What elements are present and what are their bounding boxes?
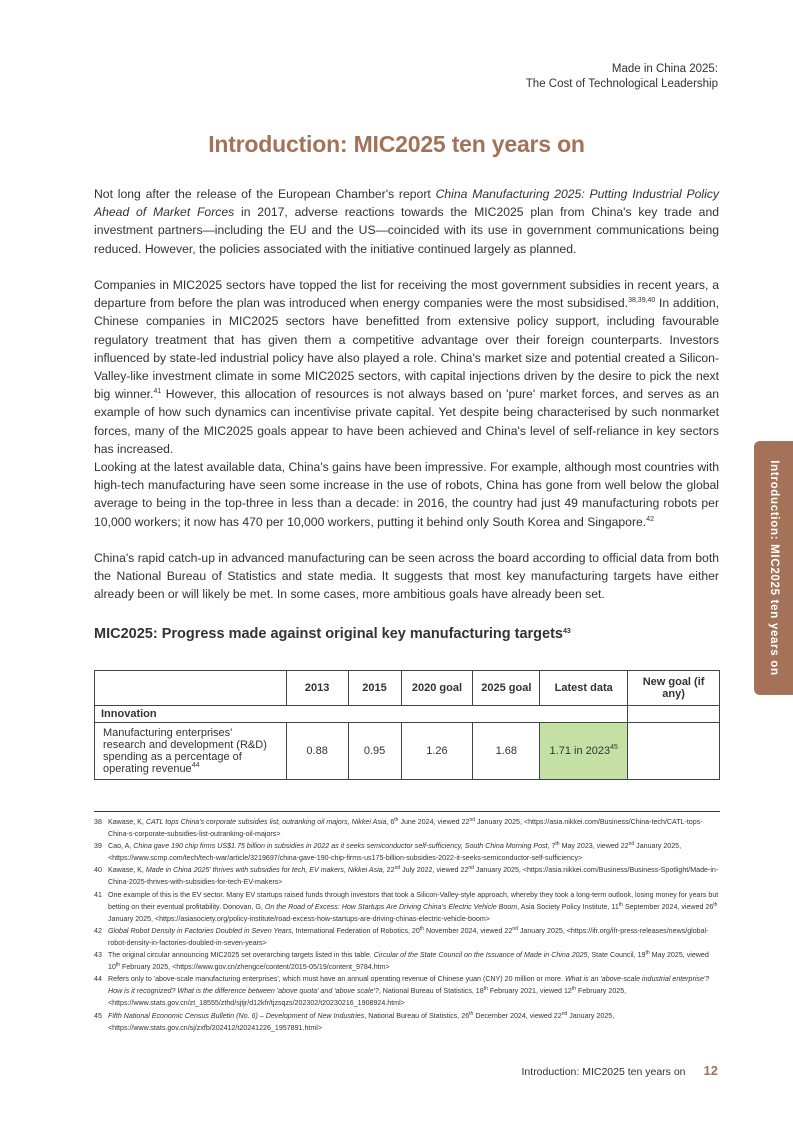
header-line-1: Made in China 2025: bbox=[611, 63, 718, 75]
fn-ordinal: nd bbox=[561, 1010, 568, 1017]
report-title: China Manufacturing 2025: Putting Industrial Policy Ahead of Market Forces bbox=[94, 187, 719, 220]
footnote-text bbox=[108, 840, 719, 864]
fn-text: , National Bureau of Statistics, 26 bbox=[364, 1011, 470, 1020]
fn-text: , 7 bbox=[547, 842, 556, 851]
footnote-text bbox=[108, 864, 719, 888]
fn-text: September 2024, viewed 26 bbox=[622, 902, 714, 911]
fn-text: May 2023, viewed 22 bbox=[559, 842, 629, 851]
table-cell: 1.26 bbox=[401, 723, 473, 780]
table-row bbox=[95, 723, 720, 780]
fn-source-title: Fifth National Economic Census Bulletin (No. 6) – Development of New Industries bbox=[108, 1011, 365, 1020]
fn-text: , National Bureau of Statistics, 18 bbox=[378, 987, 484, 996]
footnote-41 bbox=[94, 889, 719, 925]
fn-ordinal: nd bbox=[469, 817, 476, 823]
fn-text: , Asia Society Policy Institute, 11 bbox=[517, 902, 619, 911]
row-label-text: Manufacturing enterprises' research and development (R&D) spending as a percentage of operating revenue bbox=[103, 727, 267, 775]
footnote-text bbox=[108, 973, 719, 1009]
footnote-ref: 41 bbox=[153, 388, 162, 396]
footnote-text bbox=[108, 889, 719, 925]
fn-text: Kawase, K, bbox=[108, 866, 146, 875]
footnote-number: 39 bbox=[94, 842, 102, 851]
fn-text: January 2025, <https://asiasociety.org/policy-institute/road-excess-how-startups-are-driving-chinas-electric-vehicle-boom> bbox=[108, 914, 490, 923]
fn-text: November 2024, viewed 22 bbox=[423, 926, 513, 935]
header-cell: New goal (if any) bbox=[628, 671, 720, 706]
fn-text: Refers only to 'above-scale manufacturing enterprises', which must have an annual operating revenue of Chinese yuan (CNY) 20 million or more. bbox=[108, 975, 565, 984]
footnote-44 bbox=[94, 973, 719, 1009]
fn-text: , State Council, 19 bbox=[587, 951, 646, 960]
fn-text: February 2025, <https://www.gov.cn/zhengce/content/2015-05/19/content_9784.htm> bbox=[120, 963, 390, 972]
footnote-39 bbox=[94, 840, 719, 864]
fn-ordinal: th bbox=[115, 962, 121, 969]
footnote-number: 38 bbox=[94, 818, 102, 826]
side-tab-label: Introduction: MIC2025 ten years on bbox=[767, 460, 780, 676]
p1-text-b: in 2017, adverse reactions towards the MIC2025 plan from China's key trade and investment partners—including the EU and the US—coincided with its use in government communications being reduced. However, the policies associated with the initiative continued largely as planned. bbox=[94, 205, 719, 256]
fn-text: , International Federation of Robotics, 20 bbox=[291, 926, 420, 935]
fn-text: January 2025, <https://asia.nikkei.com/Business/Business-Spotlight/Made-in-China-2025-thrives-with-subsidies-for-tech-EV-makers> bbox=[108, 866, 719, 887]
fn-text: February 2025, <https://www.stats.gov.cn/zt_18555/zthd/sjtjr/d12kfr/tjzsqzs/202302/t20230216_1908924.html> bbox=[108, 987, 627, 1008]
fn-text: January 2025, <https://asia.nikkei.com/Business/China-tech/CATL-tops-China-s-corporate-subsidies-list-outranking-oil-majors> bbox=[108, 818, 703, 839]
table-header-row bbox=[95, 671, 720, 706]
table-cell: 0.88 bbox=[286, 723, 348, 780]
page-footer bbox=[522, 1063, 718, 1078]
header-cell: 2015 bbox=[348, 671, 401, 706]
fn-text: Kawase, K, bbox=[108, 818, 146, 826]
fn-source-title: CATL tops China's corporate subsidies list, outranking oil majors, Nikkei Asia bbox=[145, 818, 387, 826]
fn-text: , 6 bbox=[386, 818, 395, 826]
footnote-number: 41 bbox=[94, 890, 102, 899]
paragraph-3 bbox=[94, 458, 719, 531]
footnote-number: 44 bbox=[94, 975, 102, 984]
section-label: Innovation bbox=[95, 706, 628, 723]
fn-text: January 2025, <https://ifr.org/ifr-press-releases/news/global-robot-density-in-factories-doubled-in-seven-years> bbox=[108, 926, 709, 947]
fn-ordinal: th bbox=[394, 817, 399, 823]
header-cell: 2025 goal bbox=[473, 671, 540, 706]
p3-text: Looking at the latest available data, China's gains have been impressive. For example, although most countries with high-tech manufacturing have seen some increase in the use of robots, China has gone from well below the global average to being in the top-three in less than a decade: in 2016, the country had just 49 manufacturing robots per 10,000 workers; it now has 470 per 10,000 workers, putting it behind only South Korea and Singapore. bbox=[94, 460, 719, 529]
paragraph-4: China's rapid catch-up in advanced manufacturing can be seen across the board according to official data from both the National Bureau of Statistics and state media. It suggests that most key manufacturing targets have either already been or will likely be met. In some cases, more ambitious goals have already been set. bbox=[94, 551, 719, 602]
table-section-row bbox=[95, 706, 720, 723]
fn-ordinal: nd bbox=[394, 865, 401, 872]
footnote-ref: 43 bbox=[562, 628, 571, 635]
p2-text-b: In addition, Chinese companies in MIC2025 sectors have benefitted from extensive policy support, including favourable regulatory treatment that has given them a competitive advantage over their foreign counterparts. Investors influenced by state-led industrial policy have also played a role. China's market size and potential created a Silicon-Valley-like investment climate in some MIC2025 sectors, with capital injections driven by the desire to pick the next big winner. bbox=[94, 296, 720, 402]
footnote-38 bbox=[94, 816, 719, 840]
fn-text: Cao, A, bbox=[108, 842, 134, 851]
footnote-text bbox=[108, 1010, 719, 1034]
footnote-ref: 42 bbox=[646, 515, 654, 523]
fn-source-title: On the Road of Excess: How Startups Are Driving China's Electric Vehicle Boom bbox=[264, 902, 518, 911]
table-cell: 0.95 bbox=[348, 723, 401, 780]
latest-value: 1.71 in 2023 bbox=[549, 745, 611, 757]
fn-ordinal: nd bbox=[512, 925, 518, 932]
section-side-tab[interactable] bbox=[754, 441, 793, 695]
fn-source-title: Circular of the State Council on the Issuance of Made in China 2025 bbox=[373, 951, 588, 960]
page-number: 12 bbox=[703, 1063, 718, 1078]
p1-text-a: Not long after the release of the European Chamber's report bbox=[94, 187, 436, 201]
paragraph-2 bbox=[94, 276, 719, 458]
footnote-text bbox=[108, 816, 719, 840]
targets-table bbox=[94, 670, 720, 780]
header-line-2: The Cost of Technological Leadership bbox=[525, 78, 718, 90]
fn-text: June 2024, viewed 22 bbox=[398, 818, 470, 826]
footnote-ref: 38,39,40 bbox=[628, 297, 656, 305]
p2-text-c: However, this allocation of resources is not always based on 'pure' market forces, and serves as an example of how such dynamics can incentivise private capital. Yet despite being characterised by such nonmarket forces, many of the MIC2025 goals appear to have been achieved and China's level of self-reliance in key sectors has increased. bbox=[94, 387, 720, 456]
p2-text-a: Companies in MIC2025 sectors have topped the list for receiving the most government subsidies in recent years, a departure from before the plan was introduced when energy companies were the most subsidised. bbox=[94, 278, 719, 311]
fn-text: The original circular announcing MIC2025 set overarching targets listed in this table. bbox=[108, 951, 374, 960]
fn-ordinal: th bbox=[555, 841, 560, 848]
footer-section-label: Introduction: MIC2025 ten years on bbox=[521, 1066, 686, 1078]
header-cell: 2020 goal bbox=[401, 671, 473, 706]
fn-ordinal: th bbox=[419, 925, 424, 932]
row-label bbox=[95, 723, 287, 780]
fn-text: July 2022, viewed 22 bbox=[400, 866, 469, 875]
footnote-ref: 44 bbox=[191, 762, 200, 769]
fn-source-title: What is an 'above-scale industrial enterprise'? How is it recognized? What is the difference between 'above quota' and 'above scale'? bbox=[108, 975, 710, 996]
fn-ordinal: th bbox=[645, 950, 650, 957]
header-cell: Latest data bbox=[540, 671, 628, 706]
fn-ordinal: th bbox=[571, 986, 577, 993]
fn-source-title: Global Robot Density in Factories Doubled in Seven Years bbox=[108, 926, 292, 935]
latest-data-cell bbox=[540, 723, 628, 780]
fn-text: February 2021, viewed 12 bbox=[487, 987, 572, 996]
footnotes bbox=[94, 816, 719, 1034]
fn-ordinal: th bbox=[483, 986, 488, 993]
footnote-number: 45 bbox=[94, 1011, 102, 1020]
table-cell bbox=[628, 706, 720, 723]
running-header bbox=[526, 62, 718, 92]
fn-ordinal: th bbox=[618, 901, 623, 908]
footnote-divider bbox=[94, 811, 720, 812]
fn-text: One example of this is the EV sector. Many EV startups raised funds through investors that took a Silicon-Valley-style approach, whereby they took a long-term outlook, losing money for years but betting on their eventual profitability. Donovan, G, bbox=[108, 890, 719, 911]
fn-source-title: China gave 190 chip firms US$1.75 billion in subsidies in 2022 as it seeks semiconductor self-sufficiency, South China Morning Post bbox=[133, 842, 548, 851]
new-goal-cell bbox=[628, 723, 720, 780]
fn-ordinal: th bbox=[713, 901, 718, 908]
fn-text: January 2025, <https://www.stats.gov.cn/sj/zxfb/202412/t20241226_1957891.html> bbox=[108, 1011, 615, 1032]
paragraph-1 bbox=[94, 185, 719, 258]
fn-ordinal: th bbox=[469, 1010, 474, 1017]
fn-text: January 2025, <https://www.scmp.com/tech/tech-war/article/3219697/china-gave-190-chip-firms-us175-billion-subsidies-2022-it-seeks-semiconductor-self-sufficiency> bbox=[108, 842, 682, 863]
table-title-text: MIC2025: Progress made against original key manufacturing targets bbox=[94, 626, 563, 642]
fn-text: December 2024, viewed 22 bbox=[473, 1011, 562, 1020]
footnote-text bbox=[108, 949, 719, 973]
footnote-number: 43 bbox=[94, 951, 102, 960]
header-cell: 2013 bbox=[286, 671, 348, 706]
fn-text: , 22 bbox=[382, 866, 395, 875]
footnote-text bbox=[108, 925, 719, 949]
footnote-45 bbox=[94, 1010, 719, 1034]
footnote-42 bbox=[94, 925, 719, 949]
footnote-number: 40 bbox=[94, 866, 102, 875]
footnote-number: 42 bbox=[94, 926, 102, 935]
header-cell bbox=[95, 671, 287, 706]
footnote-ref: 45 bbox=[610, 744, 618, 751]
page-title: Introduction: MIC2025 ten years on bbox=[208, 131, 585, 157]
footnote-40 bbox=[94, 864, 719, 888]
fn-source-title: Made in China 2025' thrives with subsidies for tech, EV makers, Nikkei Asia bbox=[145, 866, 383, 875]
footnote-43 bbox=[94, 949, 719, 973]
fn-ordinal: nd bbox=[468, 865, 474, 872]
table-cell: 1.68 bbox=[473, 723, 540, 780]
fn-ordinal: nd bbox=[628, 841, 635, 848]
table-title bbox=[94, 626, 571, 642]
fn-text: May 2025, viewed 10 bbox=[108, 951, 709, 972]
